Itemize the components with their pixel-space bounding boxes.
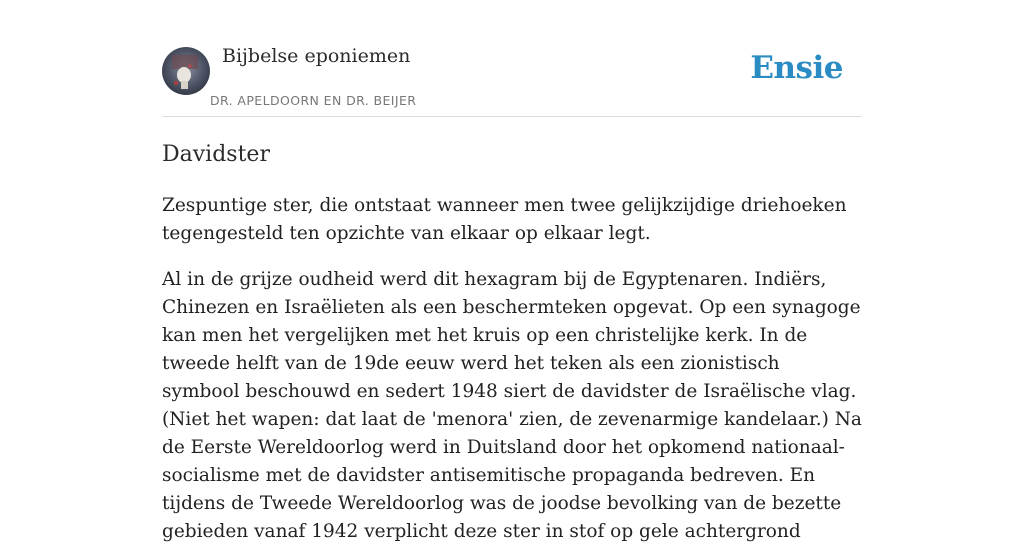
book-cover-icon [162, 47, 210, 95]
article-title: Davidster [162, 142, 270, 167]
book-title-link[interactable]: Bijbelse eponiemen [222, 45, 411, 67]
book-authors: DR. APELDOORN EN DR. BEIJER [210, 93, 417, 108]
book-header [162, 0, 862, 117]
book-cover-image[interactable] [162, 47, 193, 95]
article-paragraph: Al in de grijze oudheid werd dit hexagram bij de Egyptenaren. Indiërs, Chinezen en Israëlieten als een beschermteken opgevat. Op een synagoge kan men het vergelijken met het kruis op een christelijke kerk. In de tweede helft van de 19de eeuw werd het teken als een zionistisch symbool beschouwd en sedert 1948 siert de davidster de Israëlische vlag. (Niet het wapen: dat laat de 'menora' zien, de zevenarmige kandelaar.) Na de Eerste Wereldoorlog werd in Duitsland door het opkomend nationaal-socialisme met de davidster antisemitische propaganda bedreven. En tijdens de Tweede Wereldoorlog was de joodse bevolking van de bezette gebieden vanaf 1942 verplicht deze ster in stof op gele achtergrond [162, 269, 862, 542]
article-paragraph: Zespuntige ster, die ontstaat wanneer men twee gelijkzijdige driehoeken tegengesteld ten opzichte van elkaar op elkaar legt. [162, 195, 847, 244]
ensie-logo-link[interactable]: Ensie [750, 50, 843, 86]
article [162, 138, 862, 546]
